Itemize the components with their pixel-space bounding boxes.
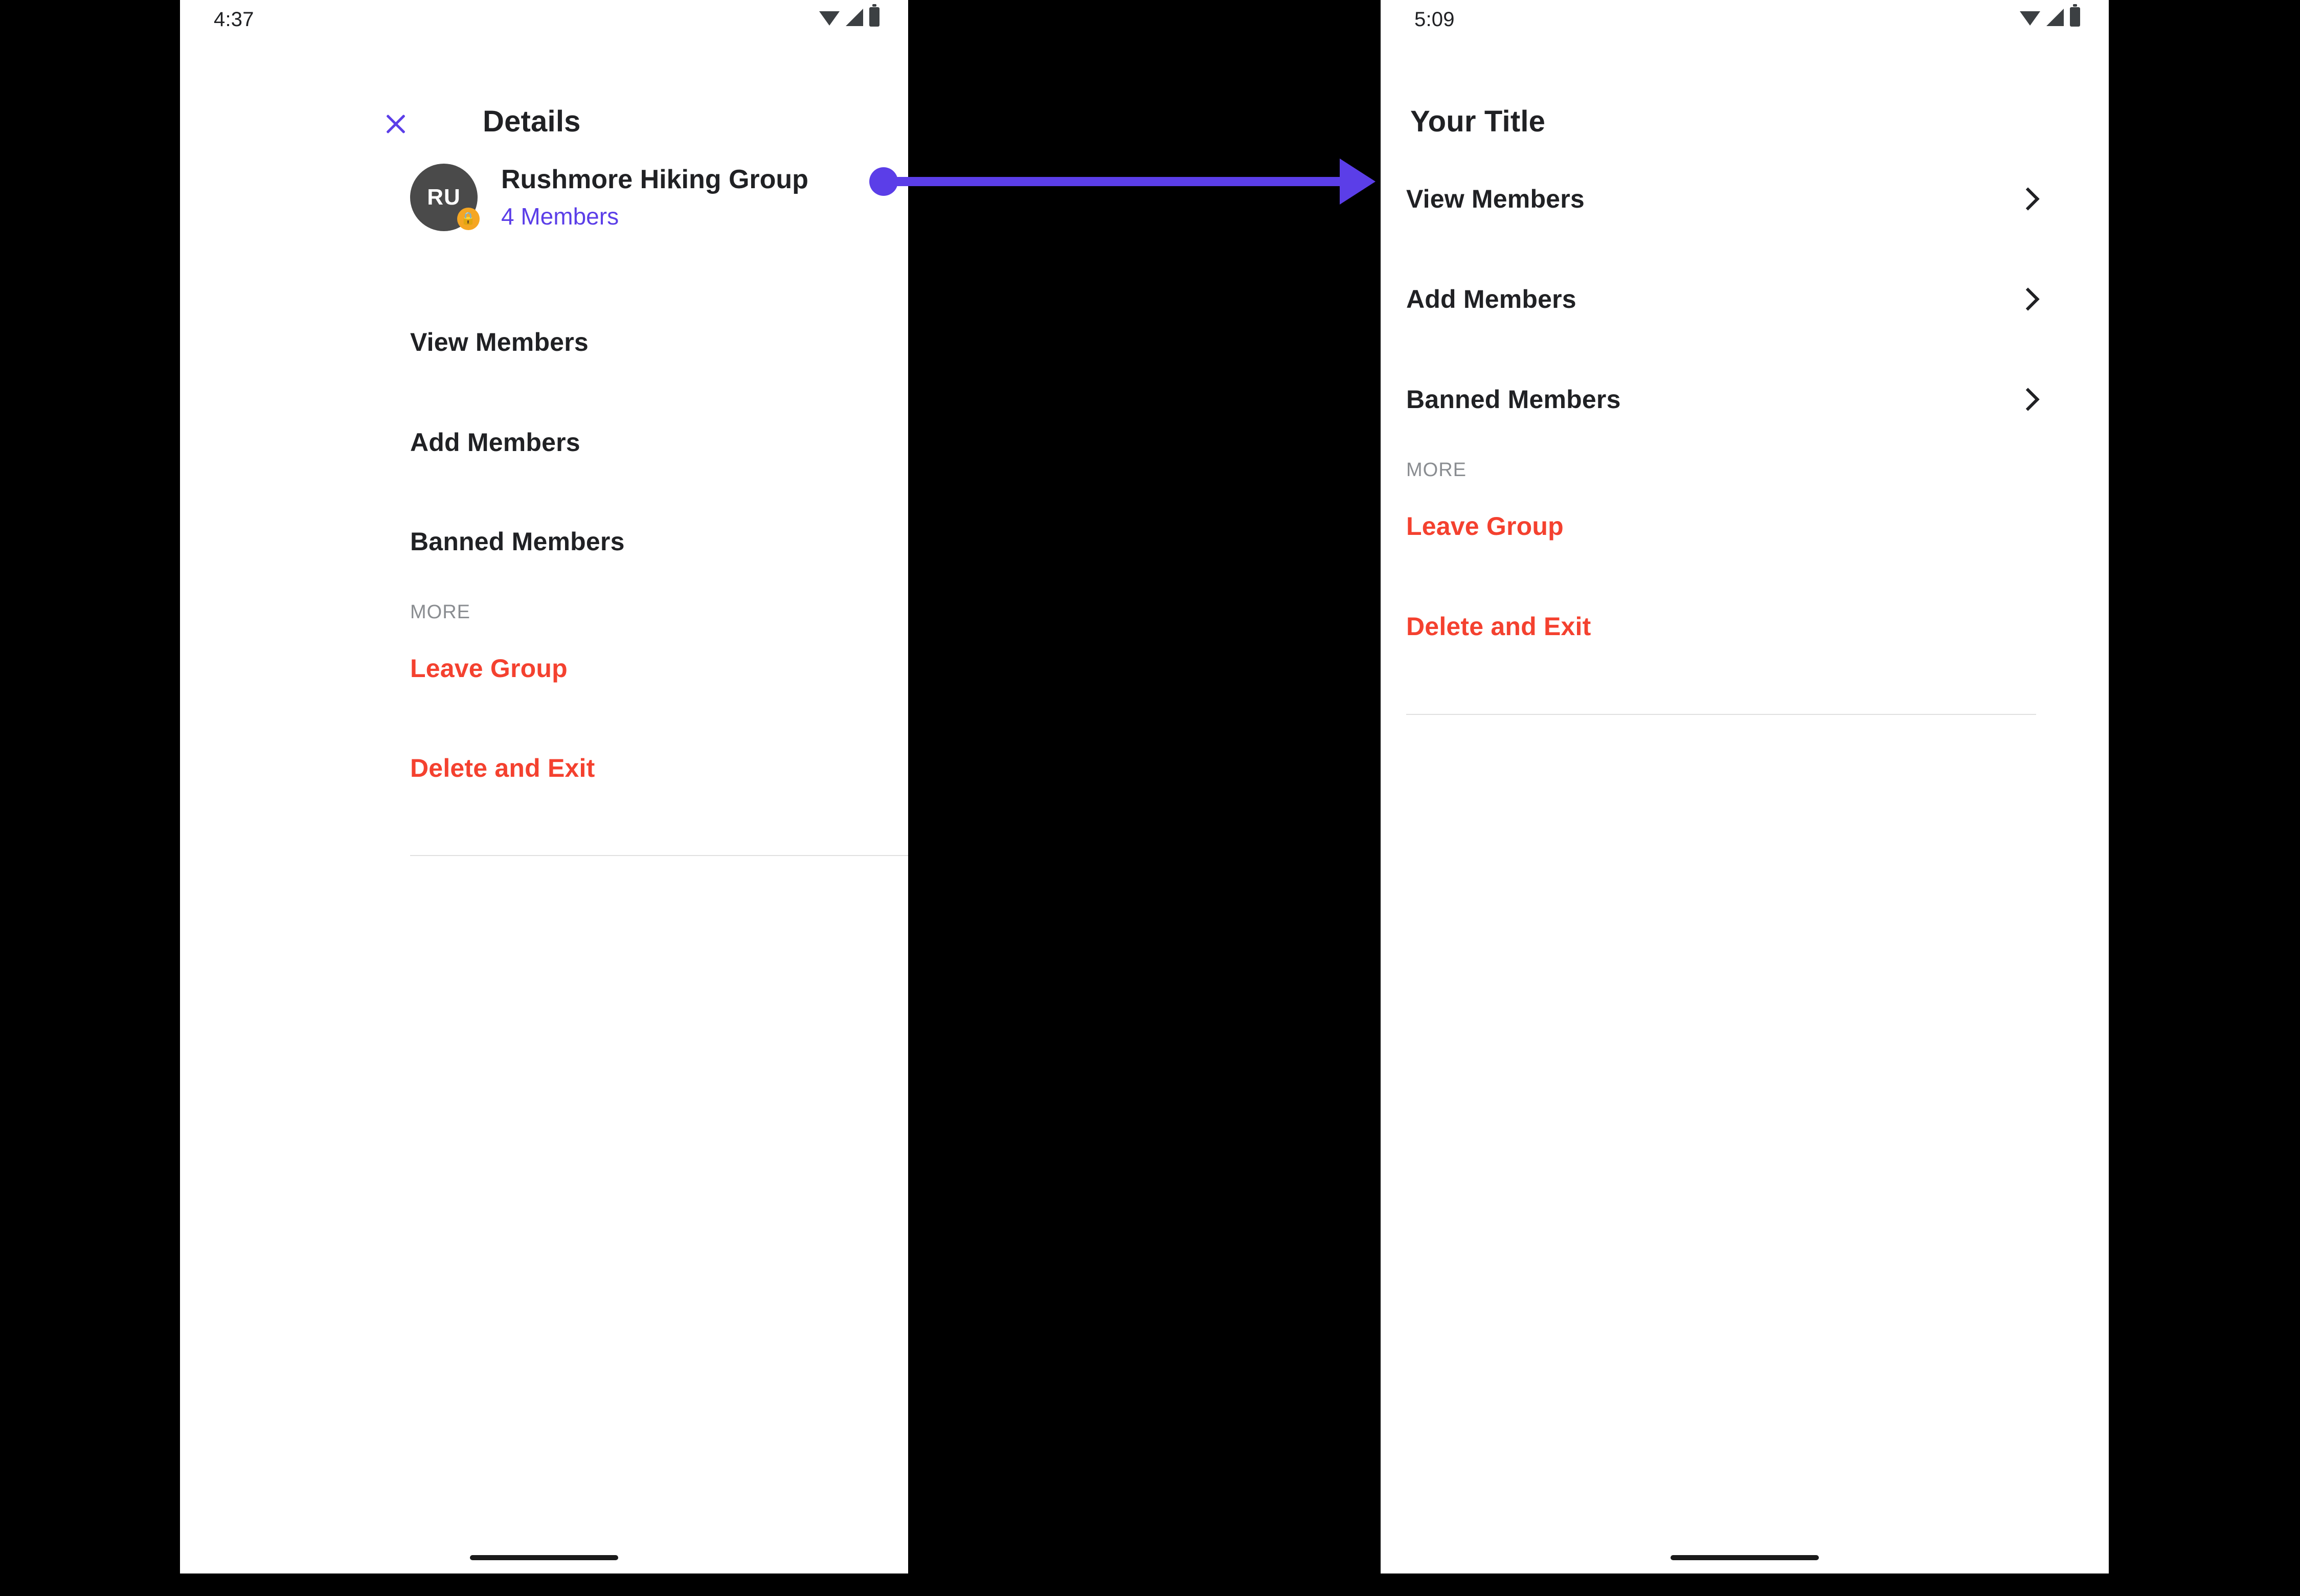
row-label: Add Members <box>1406 285 1576 313</box>
phone-screen-your-title <box>1381 0 2109 1573</box>
row-label: Banned Members <box>410 527 625 556</box>
row-add-members[interactable] <box>410 428 908 457</box>
row-banned-members[interactable] <box>410 527 908 556</box>
app-bar <box>1381 44 2109 138</box>
phone-screen-details <box>180 0 908 1573</box>
group-member-count[interactable]: 4 Members <box>501 203 619 230</box>
section-header-more: MORE <box>1406 459 1467 481</box>
status-bar-time: 4:37 <box>214 8 254 31</box>
delete-and-exit-button[interactable]: Delete and Exit <box>410 754 595 782</box>
row-view-members[interactable] <box>1406 184 2036 214</box>
battery-icon <box>2070 7 2080 27</box>
chevron-right-icon <box>2016 287 2039 310</box>
status-bar <box>1381 0 2109 44</box>
row-label: Add Members <box>410 428 580 457</box>
app-bar <box>180 44 908 138</box>
annotation-arrow <box>869 153 1406 210</box>
chevron-right-icon <box>2016 187 2039 210</box>
group-name: Rushmore Hiking Group <box>501 165 808 195</box>
group-header <box>410 164 808 231</box>
status-bar-icons <box>2020 7 2080 27</box>
avatar-initials: RU <box>427 185 461 210</box>
signal-icon <box>2046 9 2064 26</box>
status-bar-icons <box>819 7 880 27</box>
page-title: Your Title <box>1410 105 1546 138</box>
status-bar <box>180 0 908 44</box>
divider <box>1406 714 2036 715</box>
page-title: Details <box>483 105 581 138</box>
arrow-line <box>890 177 1350 186</box>
group-text <box>501 165 808 230</box>
delete-and-exit-button[interactable]: Delete and Exit <box>1406 612 1591 641</box>
row-label: View Members <box>1406 185 1585 213</box>
wifi-icon <box>819 11 840 26</box>
battery-icon <box>869 7 880 27</box>
close-icon[interactable] <box>384 111 408 136</box>
status-bar-time: 5:09 <box>1414 8 1455 31</box>
home-indicator <box>470 1555 618 1560</box>
row-label: View Members <box>410 328 589 356</box>
section-header-more: MORE <box>410 601 470 623</box>
row-banned-members[interactable] <box>1406 385 2036 414</box>
row-view-members[interactable] <box>410 327 908 357</box>
divider <box>410 855 908 856</box>
avatar <box>410 164 478 231</box>
home-indicator <box>1671 1555 1819 1560</box>
arrow-head <box>1340 159 1376 205</box>
wifi-icon <box>2020 11 2040 26</box>
chevron-right-icon <box>2016 388 2039 411</box>
signal-icon <box>846 9 863 26</box>
leave-group-button[interactable]: Leave Group <box>410 654 568 683</box>
row-add-members[interactable] <box>1406 284 2036 314</box>
leave-group-button[interactable]: Leave Group <box>1406 512 1564 541</box>
row-label: Banned Members <box>1406 385 1621 414</box>
lock-icon: 🔒 <box>457 208 480 230</box>
